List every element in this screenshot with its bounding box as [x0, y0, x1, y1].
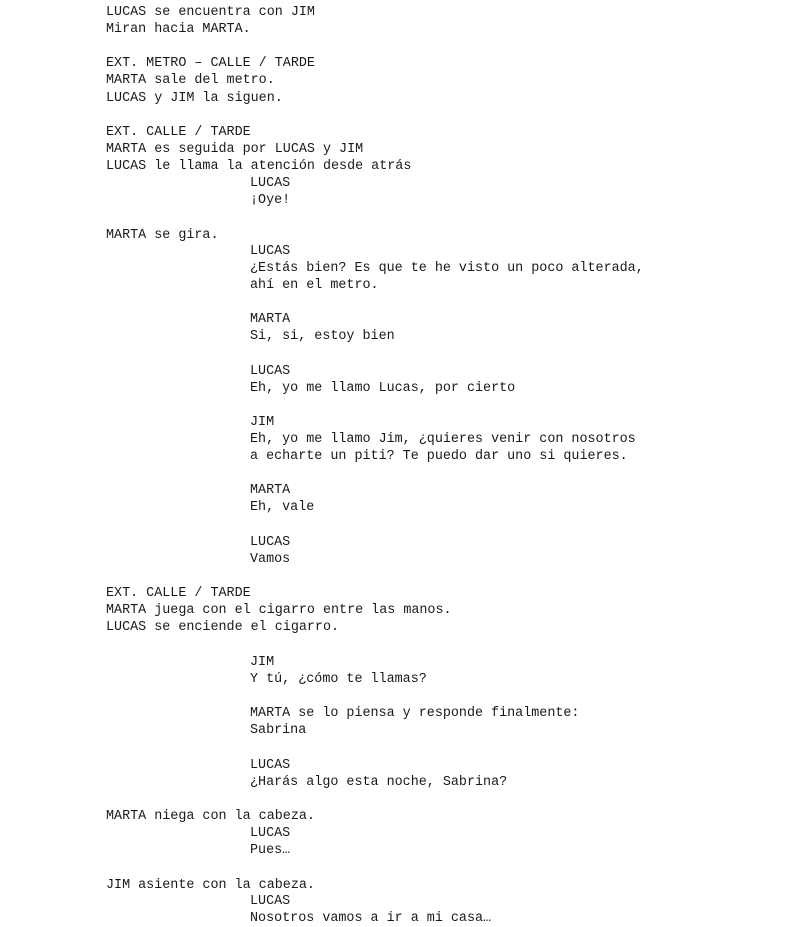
parenthetical-line: MARTA se lo piensa y responde finalmente: [250, 706, 580, 721]
scene-heading: EXT. METRO – CALLE / TARDE [106, 56, 315, 71]
dialogue-line: Y tú, ¿cómo te llamas? [250, 672, 427, 687]
action-line: Miran hacia MARTA. [106, 22, 251, 37]
scene-heading: EXT. CALLE / TARDE [106, 586, 251, 601]
action-line: MARTA juega con el cigarro entre las manos. [106, 603, 452, 618]
action-line: LUCAS y JIM la siguen. [106, 91, 283, 106]
dialogue-line: ahí en el metro. [250, 278, 379, 293]
dialogue-line: Sabrina [250, 723, 307, 738]
character-cue: LUCAS [250, 894, 291, 909]
action-line: LUCAS le llama la atención desde atrás [106, 159, 412, 174]
scene-heading: EXT. CALLE / TARDE [106, 125, 251, 140]
dialogue-line: Eh, yo me llamo Lucas, por cierto [250, 381, 516, 396]
character-cue: LUCAS [250, 535, 291, 550]
character-cue: LUCAS [250, 176, 291, 191]
dialogue-line: a echarte un piti? Te puedo dar uno si quieres. [250, 449, 628, 464]
dialogue-line: Si, si, estoy bien [250, 329, 395, 344]
character-cue: MARTA [250, 312, 291, 327]
action-line: JIM asiente con la cabeza. [106, 878, 315, 893]
dialogue-line: Nosotros vamos a ir a mi casa… [250, 911, 492, 926]
dialogue-line: ¿Harás algo esta noche, Sabrina? [250, 775, 508, 790]
action-line: MARTA es seguida por LUCAS y JIM [106, 142, 364, 157]
dialogue-line: Pues… [250, 843, 291, 858]
character-cue: MARTA [250, 483, 291, 498]
character-cue: LUCAS [250, 758, 291, 773]
character-cue: JIM [250, 655, 275, 670]
dialogue-line: ¡Oye! [250, 193, 291, 208]
action-line: MARTA niega con la cabeza. [106, 809, 315, 824]
action-line: MARTA se gira. [106, 228, 219, 243]
character-cue: LUCAS [250, 364, 291, 379]
dialogue-line: Vamos [250, 552, 291, 567]
action-line: LUCAS se enciende el cigarro. [106, 620, 340, 635]
character-cue: LUCAS [250, 244, 291, 259]
action-line: MARTA sale del metro. [106, 73, 275, 88]
dialogue-line: ¿Estás bien? Es que te he visto un poco alterada, [250, 261, 644, 276]
dialogue-line: Eh, yo me llamo Jim, ¿quieres venir con nosotros [250, 432, 636, 447]
dialogue-line: Eh, vale [250, 500, 315, 515]
action-line: LUCAS se encuentra con JIM [106, 5, 315, 20]
character-cue: JIM [250, 415, 275, 430]
character-cue: LUCAS [250, 826, 291, 841]
